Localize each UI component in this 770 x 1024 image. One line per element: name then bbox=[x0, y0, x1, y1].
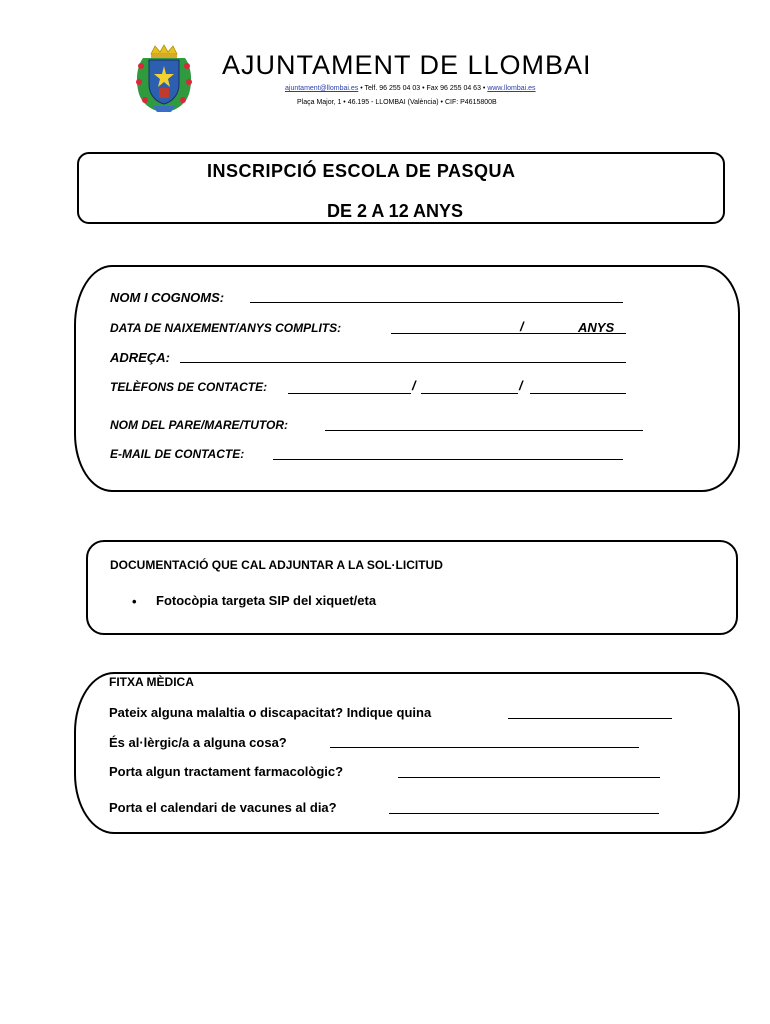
phone-fax-text: • Telf. 96 255 04 03 • Fax 96 255 04 63 • bbox=[358, 85, 488, 92]
address-label: ADREÇA: bbox=[110, 350, 170, 365]
treatment-field[interactable] bbox=[398, 777, 660, 778]
documentation-item: Fotocòpia targeta SIP del xiquet/eta bbox=[156, 593, 377, 608]
medical-question-vaccines: Porta el calendari de vacunes al dia? bbox=[109, 800, 337, 815]
form-subtitle: DE 2 A 12 ANYS bbox=[327, 201, 464, 221]
form-title: INSCRIPCIÓ ESCOLA DE PASQUA bbox=[207, 161, 516, 181]
medical-question-illness: Pateix alguna malaltia o discapacitat? Indique quina bbox=[109, 705, 432, 720]
name-label: NOM I COGNOMS: bbox=[110, 290, 225, 305]
illness-field[interactable] bbox=[508, 718, 672, 719]
phones-label: TELÈFONS DE CONTACTE: bbox=[110, 380, 268, 394]
contact-line bbox=[285, 85, 536, 92]
phone-separator-2: / bbox=[519, 378, 523, 393]
website-link[interactable]: www.llombai.es bbox=[487, 85, 536, 92]
address-line: Plaça Major, 1 • 46.195 - LLOMBAI (València) • CIF: P4615800B bbox=[297, 99, 497, 106]
years-suffix: ANYS bbox=[578, 320, 615, 335]
birth-separator: / bbox=[520, 319, 524, 334]
phone-separator-1: / bbox=[412, 378, 416, 393]
email-link[interactable]: ajuntament@llombai.es bbox=[285, 85, 359, 92]
birth-label: DATA DE NAIXEMENT/ANYS COMPLITS: bbox=[110, 321, 342, 335]
allergy-field[interactable] bbox=[330, 747, 639, 748]
documentation-heading: DOCUMENTACIÓ QUE CAL ADJUNTAR A LA SOL·LICITUD bbox=[110, 558, 443, 572]
vaccines-field[interactable] bbox=[389, 813, 659, 814]
documentation-frame bbox=[86, 540, 738, 635]
medical-question-allergy: És al·lèrgic/a a alguna cosa? bbox=[109, 735, 287, 750]
address-field[interactable] bbox=[180, 362, 626, 363]
phone-field-3[interactable] bbox=[530, 393, 626, 394]
phone-field-2[interactable] bbox=[421, 393, 518, 394]
medical-heading: FITXA MÈDICA bbox=[109, 675, 194, 689]
parent-label: NOM DEL PARE/MARE/TUTOR: bbox=[110, 418, 289, 432]
municipality-title: AJUNTAMENT DE LLOMBAI bbox=[222, 50, 592, 80]
name-field[interactable] bbox=[250, 302, 623, 303]
bullet-icon: • bbox=[132, 594, 137, 609]
email-field[interactable] bbox=[273, 459, 623, 460]
email-label: E-MAIL DE CONTACTE: bbox=[110, 447, 245, 461]
parent-field[interactable] bbox=[325, 430, 643, 431]
municipal-coat-of-arms-logo bbox=[133, 44, 195, 114]
phone-field-1[interactable] bbox=[288, 393, 411, 394]
medical-question-treatment: Porta algun tractament farmacològic? bbox=[109, 764, 344, 779]
